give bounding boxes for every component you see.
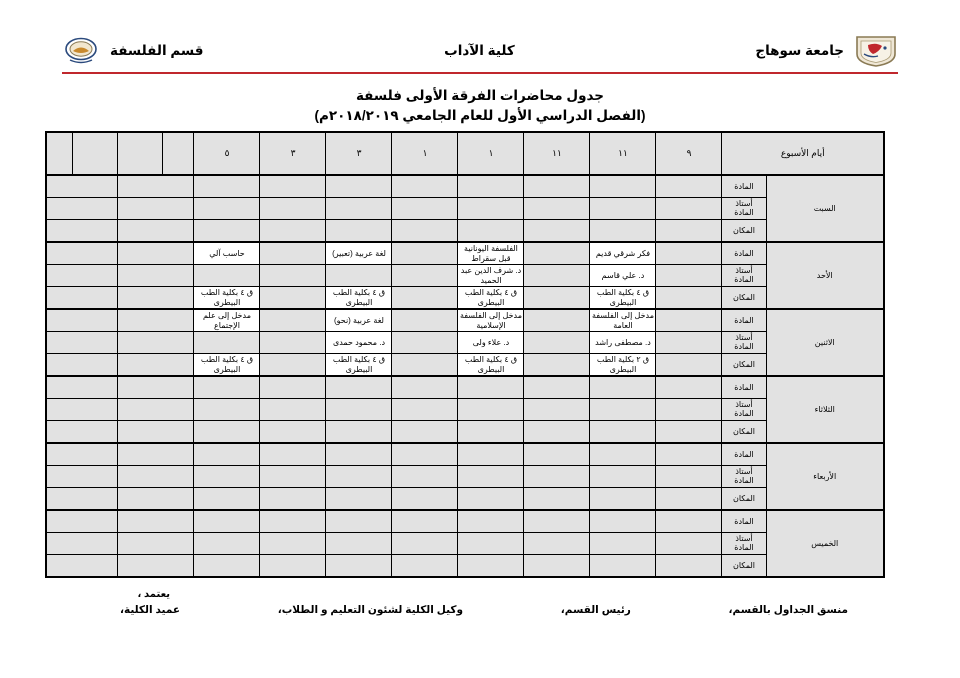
header-blank-cell <box>46 132 73 175</box>
schedule-cell-empty <box>590 488 656 511</box>
schedule-cell-empty <box>656 309 722 332</box>
schedule-cell-empty <box>656 198 722 220</box>
schedule-cell-empty <box>590 466 656 488</box>
schedule-cell-empty <box>656 443 722 466</box>
schedule-cell-empty <box>590 198 656 220</box>
table-row <box>46 466 884 488</box>
row-label-cell: المكان <box>722 354 766 377</box>
schedule-cell-empty <box>392 466 458 488</box>
schedule-cell-empty <box>326 421 392 444</box>
schedule-cell-empty <box>524 443 590 466</box>
table-row <box>46 555 884 578</box>
schedule-cell-filled: مدخل إلى الفلسفة الإسلامية <box>458 309 524 332</box>
header-blank-cell <box>118 132 163 175</box>
schedule-cell-filled: ق ٤ بكلية الطب البيطرى <box>194 287 260 310</box>
table-row <box>46 510 884 533</box>
schedule-cell-empty <box>458 510 524 533</box>
schedule-cell-empty <box>194 175 260 198</box>
row-label-cell <box>722 332 766 354</box>
day-name-cell: الأربعاء <box>766 443 884 510</box>
header-blank-cell <box>163 132 194 175</box>
trailing-blank-cell <box>118 510 194 533</box>
schedule-cell-empty <box>194 332 260 354</box>
trailing-blank-cell <box>118 287 194 310</box>
schedule-cell-empty <box>326 533 392 555</box>
schedule-cell-empty <box>260 443 326 466</box>
table-row <box>46 265 884 287</box>
trailing-blank-cell <box>46 533 118 555</box>
schedule-cell-empty <box>656 555 722 578</box>
row-label-teacher-line2: المادة <box>734 408 754 418</box>
day-name-cell: الاثنين <box>766 309 884 376</box>
table-row <box>46 533 884 555</box>
trailing-blank-cell <box>118 533 194 555</box>
schedule-cell-empty <box>458 399 524 421</box>
schedule-cell-empty <box>260 287 326 310</box>
schedule-cell-empty <box>392 354 458 377</box>
schedule-table <box>45 131 885 578</box>
schedule-cell-empty <box>590 399 656 421</box>
schedule-cell-filled: د. علي قاسم <box>590 265 656 287</box>
schedule-cell-empty <box>260 265 326 287</box>
row-label-teacher-line2: المادة <box>734 207 754 217</box>
table-row <box>46 354 884 377</box>
row-label-teacher-line2: المادة <box>734 341 754 351</box>
row-label-cell <box>722 399 766 421</box>
schedule-cell-empty <box>392 198 458 220</box>
schedule-cell-empty <box>656 466 722 488</box>
table-header-row <box>46 132 884 175</box>
trailing-blank-cell <box>118 443 194 466</box>
row-label-teacher-line1: أستاذ <box>735 467 753 477</box>
schedule-cell-empty <box>656 354 722 377</box>
schedule-cell-empty <box>194 376 260 399</box>
schedule-cell-empty <box>392 265 458 287</box>
row-label-teacher-line1: أستاذ <box>735 266 753 276</box>
schedule-cell-empty <box>260 220 326 243</box>
trailing-blank-cell <box>118 242 194 265</box>
schedule-cell-empty <box>524 399 590 421</box>
schedule-cell-filled: حاسب آلي <box>194 242 260 265</box>
table-row <box>46 376 884 399</box>
schedule-cell-empty <box>458 533 524 555</box>
days-header-cell: أيام الأسبوع <box>722 132 884 175</box>
schedule-cell-empty <box>590 555 656 578</box>
schedule-cell-empty <box>260 354 326 377</box>
table-row <box>46 309 884 332</box>
schedule-cell-empty <box>260 533 326 555</box>
schedule-cell-filled: ق ٤ بكلية الطب البيطرى <box>194 354 260 377</box>
schedule-cell-empty <box>260 421 326 444</box>
schedule-cell-empty <box>524 198 590 220</box>
period-number-cell: ٥ <box>194 132 260 175</box>
schedule-cell-empty <box>260 510 326 533</box>
schedule-cell-empty <box>392 242 458 265</box>
trailing-blank-cell <box>118 555 194 578</box>
schedule-cell-empty <box>260 242 326 265</box>
row-label-cell: المكان <box>722 555 766 578</box>
schedule-cell-empty <box>458 421 524 444</box>
schedule-cell-filled: لغة عربية (تعبير) <box>326 242 392 265</box>
row-label-teacher-line1: أستاذ <box>735 199 753 209</box>
schedule-cell-empty <box>392 488 458 511</box>
period-number-cell: ٩ <box>656 132 722 175</box>
trailing-blank-cell <box>118 198 194 220</box>
row-label-teacher-line1: أستاذ <box>735 534 753 544</box>
schedule-cell-empty <box>656 175 722 198</box>
period-number-cell: ١١ <box>524 132 590 175</box>
row-label-teacher-line2: المادة <box>734 274 754 284</box>
schedule-cell-empty <box>260 555 326 578</box>
signature-dean: عميد الكلية، <box>120 604 181 616</box>
trailing-blank-cell <box>46 287 118 310</box>
schedule-cell-empty <box>656 287 722 310</box>
schedule-cell-empty <box>326 198 392 220</box>
row-label-cell: المادة <box>722 242 766 265</box>
schedule-cell-empty <box>524 287 590 310</box>
day-name-cell: الخميس <box>766 510 884 577</box>
schedule-cell-empty <box>326 399 392 421</box>
schedule-cell-empty <box>194 488 260 511</box>
trailing-blank-cell <box>118 466 194 488</box>
schedule-cell-empty <box>458 376 524 399</box>
department-name: قسم الفلسفة <box>110 43 204 58</box>
trailing-blank-cell <box>46 354 118 377</box>
schedule-cell-empty <box>656 510 722 533</box>
schedule-cell-empty <box>194 555 260 578</box>
schedule-cell-empty <box>524 332 590 354</box>
schedule-cell-empty <box>260 332 326 354</box>
trailing-blank-cell <box>46 421 118 444</box>
schedule-cell-filled: مدخل إلى الفلسفة العامة <box>590 309 656 332</box>
schedule-cell-empty <box>392 533 458 555</box>
schedule-cell-empty <box>524 242 590 265</box>
schedule-cell-empty <box>656 399 722 421</box>
row-label-teacher-line2: المادة <box>734 542 754 552</box>
schedule-cell-empty <box>392 443 458 466</box>
schedule-cell-empty <box>392 175 458 198</box>
row-label-cell <box>722 265 766 287</box>
page-header <box>62 30 898 74</box>
schedule-cell-empty <box>194 533 260 555</box>
trailing-blank-cell <box>118 332 194 354</box>
schedule-cell-empty <box>326 488 392 511</box>
schedule-cell-empty <box>524 354 590 377</box>
title-line-1: جدول محاضرات الفرقة الأولى فلسفة <box>355 88 605 103</box>
schedule-cell-empty <box>194 198 260 220</box>
signature-row <box>62 604 898 616</box>
table-row <box>46 399 884 421</box>
period-number-cell: ٣ <box>260 132 326 175</box>
schedule-cell-empty <box>524 533 590 555</box>
schedule-cell-filled: د. شرف الدين عبد الحميد <box>458 265 524 287</box>
row-label-cell <box>722 533 766 555</box>
schedule-cell-empty <box>590 175 656 198</box>
schedule-cell-empty <box>260 399 326 421</box>
row-label-cell: المادة <box>722 376 766 399</box>
schedule-cell-empty <box>458 198 524 220</box>
faculty-seal-icon <box>62 36 100 66</box>
schedule-cell-empty <box>656 242 722 265</box>
table-row <box>46 175 884 198</box>
schedule-cell-empty <box>524 488 590 511</box>
schedule-cell-empty <box>458 555 524 578</box>
trailing-blank-cell <box>118 399 194 421</box>
schedule-cell-empty <box>194 265 260 287</box>
schedule-cell-empty <box>260 466 326 488</box>
title-line-2: (الفصل الدراسي الأول للعام الجامعي ٢٠١٨/٢٠١٩م) <box>314 107 646 123</box>
trailing-blank-cell <box>118 376 194 399</box>
schedule-cell-empty <box>194 510 260 533</box>
trailing-blank-cell <box>46 265 118 287</box>
schedule-cell-filled: د. علاء ولى <box>458 332 524 354</box>
trailing-blank-cell <box>46 309 118 332</box>
schedule-cell-empty <box>326 265 392 287</box>
trailing-blank-cell <box>118 354 194 377</box>
row-label-cell: المادة <box>722 510 766 533</box>
schedule-cell-empty <box>656 220 722 243</box>
trailing-blank-cell <box>46 443 118 466</box>
row-label-teacher-line2: المادة <box>734 475 754 485</box>
approval-label: يعتمد ، <box>137 589 170 600</box>
trailing-blank-cell <box>46 488 118 511</box>
university-crest-icon <box>854 34 898 68</box>
schedule-cell-empty <box>590 220 656 243</box>
trailing-blank-cell <box>46 399 118 421</box>
row-label-cell <box>722 466 766 488</box>
table-row <box>46 242 884 265</box>
trailing-blank-cell <box>118 265 194 287</box>
schedule-cell-filled: ق ٤ بكلية الطب البيطرى <box>458 354 524 377</box>
trailing-blank-cell <box>46 332 118 354</box>
row-label-teacher-line1: أستاذ <box>735 400 753 410</box>
university-name: جامعة سوهاج <box>755 43 844 58</box>
schedule-cell-empty <box>656 421 722 444</box>
department-block <box>62 31 203 71</box>
schedule-cell-empty <box>326 466 392 488</box>
trailing-blank-cell <box>118 488 194 511</box>
schedule-cell-empty <box>524 376 590 399</box>
schedule-cell-empty <box>392 376 458 399</box>
row-label-cell <box>722 198 766 220</box>
schedule-cell-filled: ق ٢ بكلية الطب البيطرى <box>590 354 656 377</box>
faculty-name: كلية الآداب <box>444 43 515 58</box>
schedule-cell-empty <box>656 332 722 354</box>
schedule-cell-empty <box>194 421 260 444</box>
table-row <box>46 332 884 354</box>
day-name-cell: الثلاثاء <box>766 376 884 443</box>
trailing-blank-cell <box>46 555 118 578</box>
row-label-cell: المادة <box>722 443 766 466</box>
schedule-cell-empty <box>392 555 458 578</box>
row-label-cell: المادة <box>722 309 766 332</box>
trailing-blank-cell <box>46 376 118 399</box>
signature-coordinator: منسق الجداول بالقسم، <box>728 604 848 616</box>
schedule-cell-filled: فكر شرقي قديم <box>590 242 656 265</box>
schedule-cell-empty <box>458 220 524 243</box>
schedule-cell-filled: الفلسفة اليونانية قبل سقراط <box>458 242 524 265</box>
row-label-cell: المكان <box>722 287 766 310</box>
trailing-blank-cell <box>118 421 194 444</box>
schedule-cell-empty <box>458 175 524 198</box>
schedule-cell-empty <box>260 175 326 198</box>
trailing-blank-cell <box>46 242 118 265</box>
schedule-cell-empty <box>458 466 524 488</box>
day-name-cell: الأحد <box>766 242 884 309</box>
schedule-cell-empty <box>194 399 260 421</box>
row-label-cell: المكان <box>722 421 766 444</box>
schedule-cell-empty <box>392 510 458 533</box>
schedule-cell-empty <box>326 555 392 578</box>
schedule-cell-empty <box>260 488 326 511</box>
table-row <box>46 443 884 466</box>
schedule-cell-empty <box>524 220 590 243</box>
trailing-blank-cell <box>118 220 194 243</box>
schedule-cell-empty <box>392 399 458 421</box>
schedule-cell-filled: ق ٤ بكلية الطب البيطرى <box>326 287 392 310</box>
schedule-cell-empty <box>590 510 656 533</box>
row-label-cell: المادة <box>722 175 766 198</box>
table-row <box>46 287 884 310</box>
schedule-cell-empty <box>392 332 458 354</box>
schedule-cell-empty <box>194 220 260 243</box>
trailing-blank-cell <box>46 175 118 198</box>
schedule-cell-empty <box>260 376 326 399</box>
schedule-cell-filled: د. مصطفى راشد <box>590 332 656 354</box>
schedule-cell-empty <box>524 421 590 444</box>
schedule-cell-filled: ق ٤ بكلية الطب البيطرى <box>590 287 656 310</box>
schedule-cell-empty <box>590 533 656 555</box>
trailing-blank-cell <box>46 220 118 243</box>
schedule-cell-empty <box>260 198 326 220</box>
period-number-cell: ١١ <box>590 132 656 175</box>
period-number-cell: ١ <box>392 132 458 175</box>
schedule-cell-empty <box>326 220 392 243</box>
university-block <box>755 31 898 71</box>
schedule-cell-empty <box>194 466 260 488</box>
schedule-cell-empty <box>458 443 524 466</box>
trailing-blank-cell <box>46 510 118 533</box>
schedule-cell-empty <box>392 421 458 444</box>
trailing-blank-cell <box>46 466 118 488</box>
row-label-cell: المكان <box>722 488 766 511</box>
schedule-cell-empty <box>326 175 392 198</box>
schedule-cell-empty <box>392 287 458 310</box>
signature-vice-dean: وكيل الكلية لشئون التعليم و الطلاب، <box>277 604 464 616</box>
table-row <box>46 198 884 220</box>
schedule-cell-empty <box>326 443 392 466</box>
schedule-cell-empty <box>656 265 722 287</box>
schedule-cell-filled: ق ٤ بكلية الطب البيطرى <box>326 354 392 377</box>
schedule-cell-empty <box>656 488 722 511</box>
schedule-cell-filled: مدخل إلى علم الإجتماع <box>194 309 260 332</box>
schedule-cell-empty <box>194 443 260 466</box>
schedule-cell-filled: لغة عربية (نحو) <box>326 309 392 332</box>
row-label-cell: المكان <box>722 220 766 243</box>
row-label-teacher-line1: أستاذ <box>735 333 753 343</box>
schedule-cell-empty <box>524 510 590 533</box>
schedule-cell-empty <box>590 421 656 444</box>
schedule-cell-empty <box>524 265 590 287</box>
trailing-blank-cell <box>46 198 118 220</box>
schedule-cell-filled: د. محمود حمدى <box>326 332 392 354</box>
schedule-cell-empty <box>524 555 590 578</box>
table-row <box>46 220 884 243</box>
schedule-cell-empty <box>524 309 590 332</box>
schedule-cell-empty <box>260 309 326 332</box>
schedule-cell-empty <box>392 309 458 332</box>
schedule-cell-empty <box>524 175 590 198</box>
schedule-cell-empty <box>656 533 722 555</box>
schedule-cell-filled: ق ٤ بكلية الطب البيطرى <box>458 287 524 310</box>
schedule-table-wrapper <box>73 131 885 578</box>
table-row <box>46 488 884 511</box>
schedule-cell-empty <box>326 376 392 399</box>
page-title <box>0 86 960 125</box>
trailing-blank-cell <box>118 309 194 332</box>
schedule-cell-empty <box>656 376 722 399</box>
schedule-cell-empty <box>590 376 656 399</box>
signature-head-of-department: رئيس القسم، <box>560 604 631 616</box>
header-blank-cell <box>73 132 118 175</box>
trailing-blank-cell <box>118 175 194 198</box>
period-number-cell: ١ <box>458 132 524 175</box>
period-number-cell: ٣ <box>326 132 392 175</box>
schedule-cell-empty <box>392 220 458 243</box>
schedule-cell-empty <box>524 466 590 488</box>
schedule-cell-empty <box>326 510 392 533</box>
table-row <box>46 421 884 444</box>
schedule-cell-empty <box>458 488 524 511</box>
day-name-cell: السبت <box>766 175 884 242</box>
schedule-cell-empty <box>590 443 656 466</box>
